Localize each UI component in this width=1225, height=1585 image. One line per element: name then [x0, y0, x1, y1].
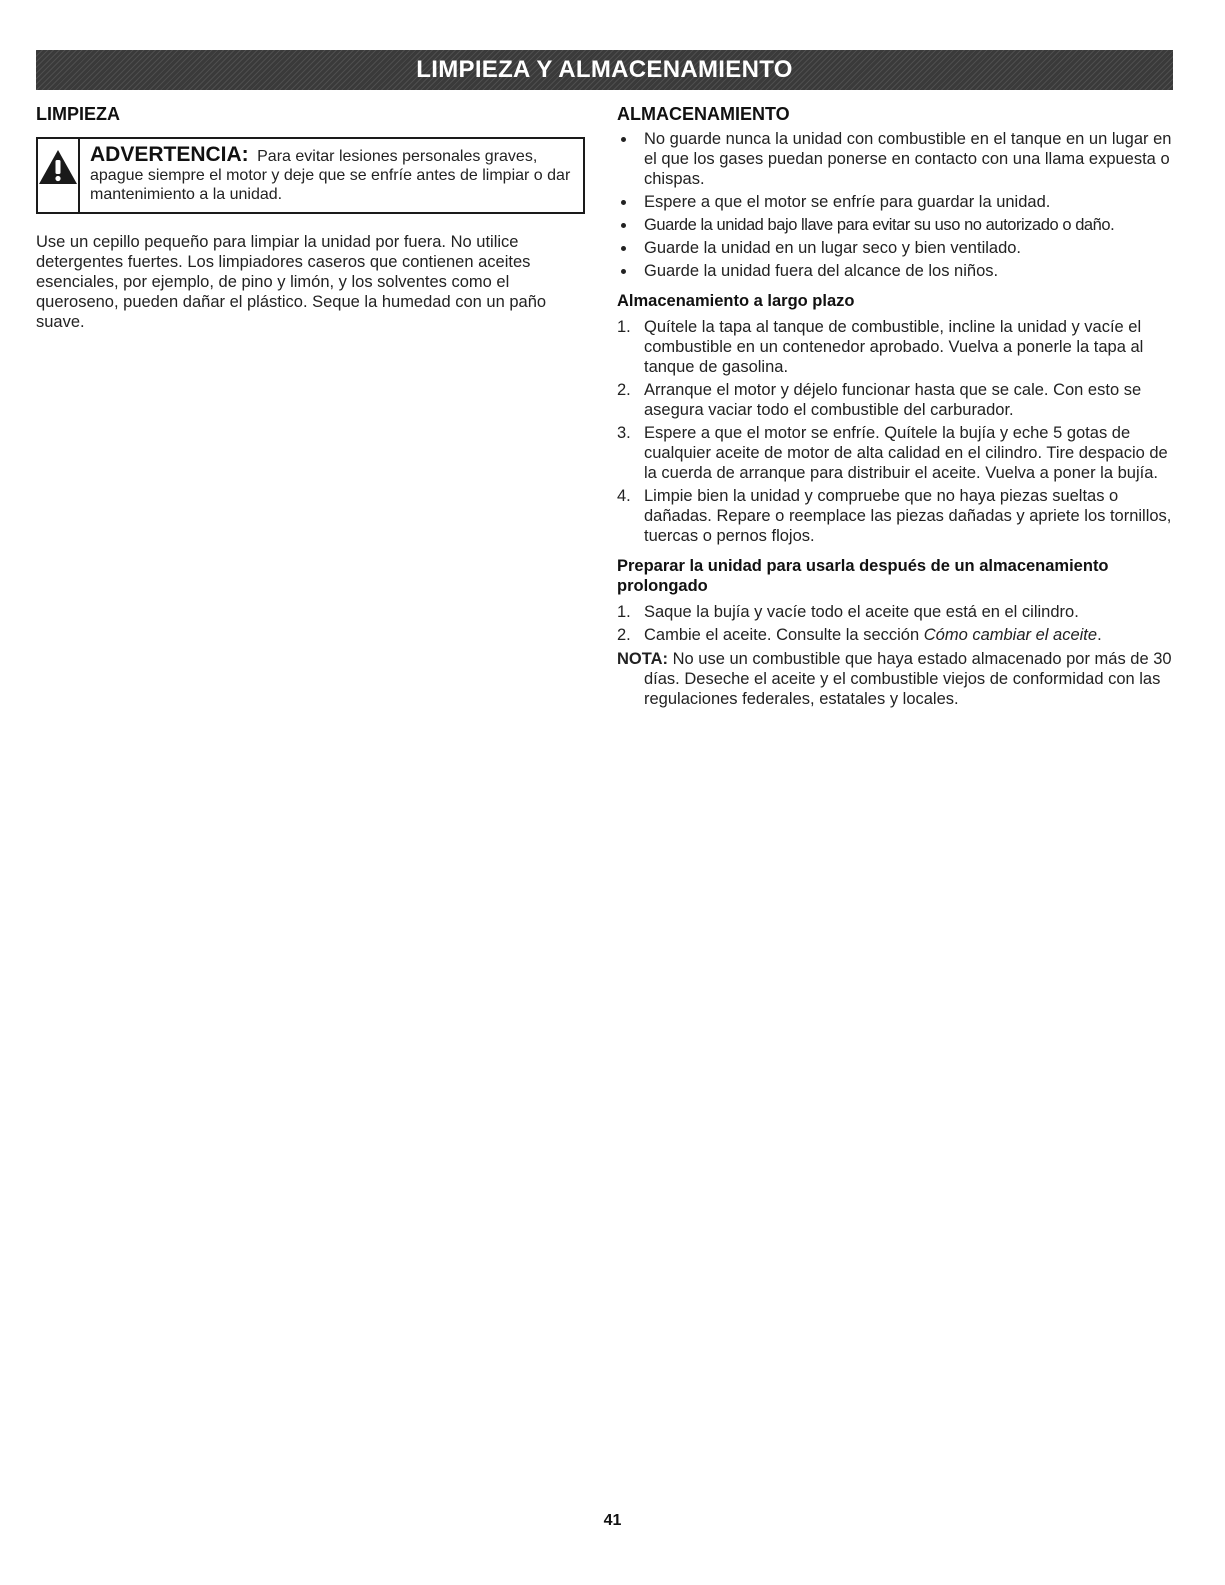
step-text: Limpie bien la unidad y compruebe que no haya piezas sueltas o dañadas. Repare o reemplace las piezas dañadas y apriete los tornillos, tuercas o pernos flojos.: [644, 487, 1172, 545]
step-number: 4.: [617, 487, 631, 505]
list-item: [617, 602, 1173, 622]
warning-label: ADVERTENCIA:: [90, 143, 249, 166]
page-number: 41: [603, 1512, 622, 1529]
step-text: Quítele la tapa al tanque de combustible, incline la unidad y vacíe el combustible en un contenedor aprobado. Vuelva a ponerle la tapa al tanque de gasolina.: [644, 318, 1144, 376]
list-item: Espere a que el motor se enfríe para guardar la unidad.: [617, 192, 1173, 212]
list-item: No guarde nunca la unidad con combustible en el tanque en un lugar en el que los gases puedan ponerse en contacto con una llama expuesta o chispas.: [617, 129, 1173, 189]
warning-triangle-icon: [38, 149, 78, 185]
list-item: Guarde la unidad fuera del alcance de los niños.: [617, 261, 1173, 281]
step-number: 2.: [617, 626, 631, 644]
page-title: LIMPIEZA Y ALMACENAMIENTO: [416, 56, 793, 83]
note-text: No use un combustible que haya estado almacenado por más de 30 días. Deseche el aceite y el combustible viejos de conformidad con las regulaciones federales, estatales y locales.: [644, 650, 1172, 708]
list-item: [617, 625, 1173, 645]
note: [617, 649, 1173, 709]
step-text-end: .: [1097, 626, 1102, 644]
storage-heading: ALMACENAMIENTO: [617, 104, 790, 124]
long-term-steps: [617, 317, 1173, 546]
warning-text: [80, 139, 583, 212]
warning-message: Para evitar lesiones personales graves, apague siempre el motor y deje que se enfríe antes de limpiar o dar mantenimiento a la unidad.: [90, 148, 571, 203]
step-text: Espere a que el motor se enfríe. Quítele la bujía y eche 5 gotas de cualquier aceite de motor de alta calidad en el cilindro. Tire despacio de la cuerda de arranque para distribuir el aceite. Vuelva a poner la bujía.: [644, 424, 1168, 482]
list-item: [617, 380, 1173, 420]
cleaning-heading: LIMPIEZA: [36, 104, 120, 124]
after-storage-steps: [617, 602, 1173, 645]
note-label: NOTA:: [617, 650, 669, 668]
list-item: Guarde la unidad en un lugar seco y bien ventilado.: [617, 238, 1173, 258]
cleaning-column: [36, 104, 596, 332]
cleaning-paragraph: Use un cepillo pequeño para limpiar la unidad por fuera. No utilice detergentes fuertes. Los limpiadores caseros que contienen aceites esenciales, por ejemplo, de pino y limón, y los solventes como el queroseno, pueden dañar el plástico. Seque la humedad con un paño suave.: [36, 233, 547, 331]
step-text: Cambie el aceite. Consulte la sección: [644, 626, 924, 644]
section-reference: Cómo cambiar el aceite: [923, 626, 1098, 644]
warning-box: [36, 137, 585, 214]
list-item: Guarde la unidad bajo llave para evitar su uso no autorizado o daño.: [617, 215, 1173, 235]
storage-bullet-list: [617, 129, 1173, 281]
step-number: 3.: [617, 424, 631, 442]
step-text: Saque la bujía y vacíe todo el aceite que está en el cilindro.: [644, 603, 1079, 621]
list-item: [617, 486, 1173, 546]
section-banner: [36, 50, 1173, 90]
warning-icon-cell: [38, 139, 80, 212]
long-term-heading: Almacenamiento a largo plazo: [617, 292, 855, 310]
after-storage-heading: Preparar la unidad para usarla después de un almacenamiento prolongado: [617, 557, 1109, 595]
step-number: 2.: [617, 381, 631, 399]
step-number: 1.: [617, 318, 631, 336]
step-text: Arranque el motor y déjelo funcionar hasta que se cale. Con esto se asegura vaciar todo el combustible del carburador.: [644, 381, 1142, 419]
step-number: 1.: [617, 603, 631, 621]
list-item: [617, 317, 1173, 377]
list-item: [617, 423, 1173, 483]
storage-column: [617, 104, 1173, 709]
